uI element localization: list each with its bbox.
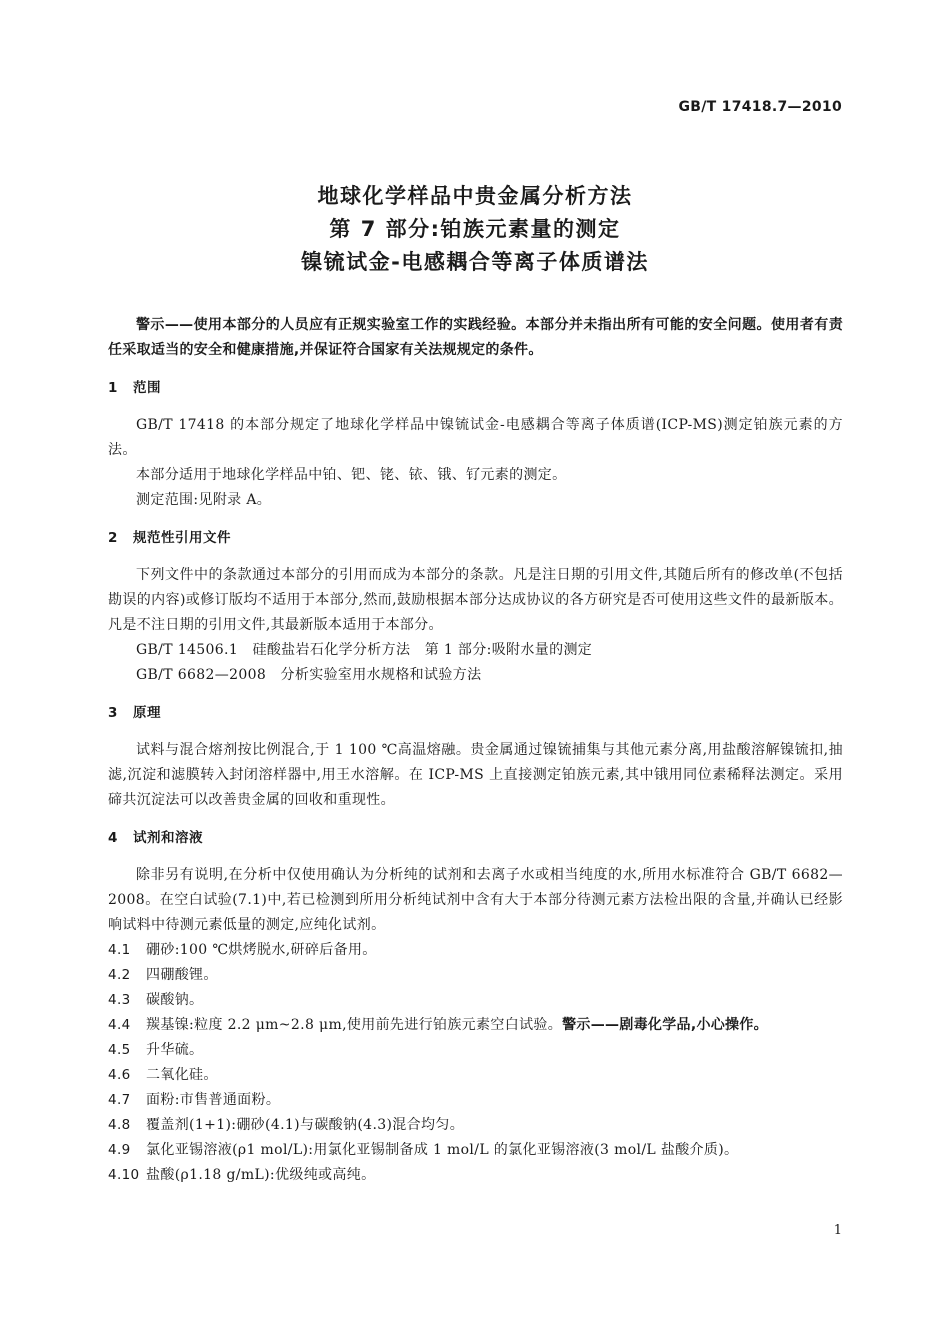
item-number: 4.1 bbox=[108, 942, 131, 958]
item-text: 氯化亚锡溶液(ρ1 mol/L):用氯化亚锡制备成 1 mol/L 的氯化亚锡溶液(3 mol/L 盐酸介质)。 bbox=[146, 1142, 739, 1158]
section-title: 规范性引用文件 bbox=[133, 530, 231, 546]
section-number: 3 bbox=[108, 705, 118, 721]
standard-code: GB/T 17418.7—2010 bbox=[678, 99, 842, 115]
paragraph: 试料与混合熔剂按比例混合,于 1 100 ℃高温熔融。贵金属通过镍锍捕集与其他元素分离,用盐酸溶解镍锍扣,抽滤,沉淀和滤膜转入封闭溶样器中,用王水溶解。在 ICP-MS 上直接测定铂族元素,其中锇用同位素稀释法测定。采用碲共沉淀法可以改善贵金属的回收和重现性。 bbox=[108, 742, 843, 808]
section-number: 2 bbox=[108, 530, 118, 546]
item-text: 二氧化硅。 bbox=[146, 1067, 218, 1083]
item-text: 升华硫。 bbox=[146, 1042, 204, 1058]
paragraph: 本部分适用于地球化学样品中铂、钯、铑、铱、锇、钌元素的测定。 bbox=[136, 467, 567, 483]
section-heading-1 bbox=[108, 376, 843, 401]
list-item bbox=[108, 1038, 843, 1063]
section-number: 4 bbox=[108, 830, 118, 846]
list-item bbox=[108, 938, 843, 963]
reference-item: GB/T 14506.1 硅酸盐岩石化学分析方法 第 1 部分:吸附水量的测定 bbox=[136, 642, 593, 658]
section-heading-4 bbox=[108, 826, 843, 851]
list-item bbox=[108, 1063, 843, 1088]
item-text: 盐酸(ρ1.18 g/mL):优级纯或高纯。 bbox=[146, 1167, 376, 1183]
item-text: 羰基镍:粒度 2.2 μm~2.8 μm,使用前先进行铂族元素空白试验。 bbox=[146, 1017, 563, 1033]
item-text: 覆盖剂(1+1):硼砂(4.1)与碳酸钠(4.3)混合均匀。 bbox=[146, 1117, 465, 1133]
list-item bbox=[108, 988, 843, 1013]
item-text: 硼砂:100 ℃烘烤脱水,研碎后备用。 bbox=[146, 942, 377, 958]
paragraph: 除非另有说明,在分析中仅使用确认为分析纯的试剂和去离子水或相当纯度的水,所用水标准符合 GB/T 6682—2008。在空白试验(7.1)中,若已检测到所用分析纯试剂中含有大于本部分待测元素方法检出限的含量,并确认已经影响试料中待测元素低量的测定,应纯化试剂。 bbox=[108, 867, 843, 933]
list-item bbox=[108, 1088, 843, 1113]
section-heading-2 bbox=[108, 526, 843, 551]
item-number: 4.2 bbox=[108, 967, 131, 983]
section-title: 范围 bbox=[133, 380, 161, 396]
item-number: 4.10 bbox=[108, 1167, 140, 1183]
document-body bbox=[108, 313, 843, 1188]
section-number: 1 bbox=[108, 380, 118, 396]
section-title: 原理 bbox=[133, 705, 161, 721]
safety-warning: 警示——使用本部分的人员应有正规实验室工作的实践经验。本部分并未指出所有可能的安全问题。使用者有责任采取适当的安全和健康措施,并保证符合国家有关法规规定的条件。 bbox=[108, 317, 843, 358]
section-heading-3 bbox=[108, 701, 843, 726]
paragraph: GB/T 17418 的本部分规定了地球化学样品中镍锍试金-电感耦合等离子体质谱(ICP-MS)测定铂族元素的方法。 bbox=[108, 417, 843, 458]
item-number: 4.9 bbox=[108, 1142, 131, 1158]
title-line-2: 第 7 部分:铂族元素量的测定 bbox=[329, 217, 621, 241]
list-item bbox=[108, 1113, 843, 1138]
list-item bbox=[108, 963, 843, 988]
item-text: 四硼酸锂。 bbox=[146, 967, 218, 983]
page-number: 1 bbox=[833, 1223, 842, 1238]
reference-item: GB/T 6682—2008 分析实验室用水规格和试验方法 bbox=[136, 667, 482, 683]
title-line-1: 地球化学样品中贵金属分析方法 bbox=[317, 184, 633, 208]
paragraph: 下列文件中的条款通过本部分的引用而成为本部分的条款。凡是注日期的引用文件,其随后所有的修改单(不包括勘误的内容)或修订版均不适用于本部分,然而,鼓励根据本部分达成协议的各方研究是否可使用这些文件的最新版本。凡是不注日期的引用文件,其最新版本适用于本部分。 bbox=[108, 567, 843, 633]
item-number: 4.7 bbox=[108, 1092, 131, 1108]
item-number: 4.5 bbox=[108, 1042, 131, 1058]
item-number: 4.4 bbox=[108, 1017, 131, 1033]
item-warning: 警示——剧毒化学品,小心操作。 bbox=[562, 1017, 768, 1033]
title-line-3: 镍锍试金-电感耦合等离子体质谱法 bbox=[301, 250, 649, 274]
document-title bbox=[0, 180, 950, 279]
item-number: 4.8 bbox=[108, 1117, 131, 1133]
list-item bbox=[108, 1163, 843, 1188]
item-text: 碳酸钠。 bbox=[146, 992, 204, 1008]
list-item bbox=[108, 1138, 843, 1163]
item-text: 面粉:市售普通面粉。 bbox=[146, 1092, 281, 1108]
paragraph: 测定范围:见附录 A。 bbox=[136, 492, 272, 508]
item-number: 4.6 bbox=[108, 1067, 131, 1083]
list-item bbox=[108, 1013, 843, 1038]
item-number: 4.3 bbox=[108, 992, 131, 1008]
section-title: 试剂和溶液 bbox=[133, 830, 203, 846]
